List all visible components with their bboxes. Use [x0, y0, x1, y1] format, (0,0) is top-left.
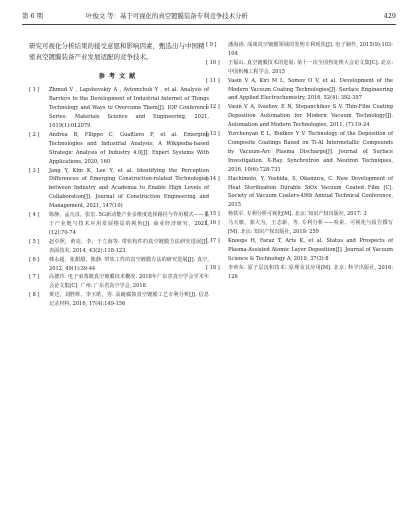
intro-paragraph: 研究可视化分析结果的接受意愿和影响因素，甄选出与中国精密真空镀膜装备产业发展适配的竞争技术。	[29, 42, 205, 62]
reference-item	[206, 210, 393, 219]
reference-item	[206, 219, 393, 237]
reference-text: 陈静，孟凡彦，张宏. 5G新动能产业多维度选择路径与作用模式——基于产业链与技术应用发展格局的视角[J]. 商业经济研究，2021, (12):70-74	[49, 212, 209, 236]
reference-number: [ 14 ]	[206, 175, 220, 182]
reference-text: 高德玲. 电子束蒸镀真空镀膜技术概况. 2018年广东省真空学会学术年会论文集[C]. 广州: 广东省真空学会, 2018	[49, 274, 209, 290]
reference-number: [ 17 ]	[206, 237, 220, 244]
reference-item	[29, 86, 209, 131]
reference-item	[29, 273, 209, 291]
reference-number: [ 13 ]	[206, 131, 220, 138]
reference-number: [ 16 ]	[206, 220, 220, 227]
page-header	[22, 9, 396, 23]
reference-item	[29, 211, 209, 238]
issue-number: 第 6 期	[22, 12, 43, 20]
right-reference-list	[206, 41, 393, 281]
reference-item	[29, 167, 209, 212]
reference-number: [ 15 ]	[206, 211, 220, 218]
left-reference-list	[29, 86, 209, 309]
references-heading: 参考文献	[98, 73, 140, 81]
reference-text: 李爽东. 原子层沉积技术: 原理及其应用[M]. 北京: 科学出版社, 2016: 126	[228, 264, 393, 280]
reference-item	[29, 291, 209, 309]
reference-number: [ 2 ]	[29, 131, 40, 138]
reference-number: [ 4 ]	[29, 212, 40, 219]
reference-text: 黄达，刘胜辉，李玉皓，等. 高耐腐蚀真空镀膜工艺专利分析[J]. 信息记录材料, 2016, 17(4):149-156	[49, 292, 209, 308]
reference-number: [ 18 ]	[206, 264, 220, 271]
reference-text: Knoops H, Faraz T, Arts K, et al. Status and Prospects of Plasma-Assisted Atomic Layer Deposition[J]. Journal of Vacuum Science & Technology A, 2019, 37(3):8	[228, 237, 393, 262]
reference-number: [ 7 ]	[29, 274, 40, 281]
reference-number: [ 5 ]	[29, 238, 40, 245]
reference-item	[206, 237, 393, 264]
reference-item	[206, 175, 393, 211]
reference-number: [ 10 ]	[206, 59, 220, 66]
reference-item	[206, 103, 393, 130]
reference-item	[206, 41, 393, 59]
reference-text: 王福山. 真空镀膜技术的进展. 第十一次全国热处理大会论文集[C]. 北京: 中国机械工程学会, 2015	[228, 59, 393, 75]
reference-text: Andrea B, Filippo C, Gualtiero F, et al. Emerging Technologies and Industrial Analysis: A Wikipedia-based Strategic Analysis of Industry 4.0[J]. Expert Systems With Applications, 2020, 160	[49, 131, 209, 165]
reference-text: Jang Y, Kim K, Lee Y, et al. Identifying the Perception Differences of Emerging Construction-related Technologies between Industry and Academia to Enable High Levels of Collaboration[J]. Journal of Construction Engineering and Management, 2021, 147(10)	[49, 167, 209, 210]
reference-text: Zhmud V , Lapshevskiy A , Avtomchuk Y , et al. Analysis of Barriers to the Development of Industrial Internet of Things Technology and Ways to Overcome Them[J]. IOP Conference Series: Materials Science and Engineering, 2021, 1019(1):012079	[49, 87, 209, 130]
reference-item	[206, 59, 393, 77]
reference-number: [ 12 ]	[206, 104, 220, 111]
reference-item	[29, 238, 209, 256]
reference-number: [ 9 ]	[206, 42, 217, 48]
right-column	[206, 41, 393, 281]
reference-text: Hachimoto, Y, Yoshida, S, Okamura, C. New Development of Heat Sterilization Durable SiOx Vacuum Coated Film [C]. Society of Vacuum Coaters-49th Annual Technical Conference, 2015	[228, 175, 393, 209]
reference-text: 潘海涛. 浅谈真空镀膜领域的发明专利现状[J]. 电子制作, 2015(9):103-104	[228, 42, 393, 57]
reference-number: [ 3 ]	[29, 167, 40, 174]
reference-text: Vasin V A, Kiri M L, Somov O V, et al. Development of the Modern Vacuum Coating Technologies[J]. Surface Engineering and Applied Electrochemistry, 2016, 52(4): 392-397	[228, 77, 393, 102]
reference-text: Yurchenyan E L, Budkov Y V. Technology of the Deposition of Composite Coatings Based on Ti-Al Intermetallic Compounds by Vacuum-Arc Plasma Discharge[J]. Journal of Surface Investigation. X-Ray, Synchrotron and Neutron Techniques, 2016, 10(6):728-731	[228, 131, 393, 173]
left-column	[29, 41, 209, 309]
reference-item	[206, 77, 393, 104]
reference-number: [ 6 ]	[29, 256, 40, 263]
reference-number: [ 8 ]	[29, 292, 40, 299]
reference-text: 马天旗，郭大为，王志新，等. 专利分析——检索、可视化与报告撰写[M]. 北京: 知识产权出版社, 2019: 259	[228, 220, 393, 236]
reference-item	[206, 130, 393, 175]
reference-item	[29, 131, 209, 167]
header-rule	[22, 24, 396, 25]
page-number: 429	[383, 12, 396, 20]
reference-item	[206, 264, 393, 282]
reference-item	[29, 256, 209, 274]
reference-number: [ 1 ]	[29, 87, 40, 94]
reference-number: [ 11 ]	[206, 77, 220, 84]
reference-text: Vasin V A, Ivashov, E N, Stepanchikov S V. Thin-Film Coating Deposition Automation for Modern Vacuum Technology[J]. Automation and Modern Technologies, 2011, (7):19-24	[228, 104, 393, 129]
running-title: 叶俊文 等：基于可视化的真空镀膜装备专利竞争技术分析	[86, 12, 248, 20]
reference-text: 杨铁军. 专利分析可视化[M]. 北京: 知识产权出版社, 2017: 3	[228, 211, 367, 218]
reference-text: 赵卓照，黄亮，李，于立海等. 带状构件的真空镀膜方法研究进展[J]. 表面技术, 2014, 43(2):118-123	[49, 238, 209, 254]
reference-text: 韩永超，张甜甜，陈静. 带状工件的真空镀膜方法的研究进展[J]. 真空, 2012, 49(1):39-44	[49, 256, 209, 272]
